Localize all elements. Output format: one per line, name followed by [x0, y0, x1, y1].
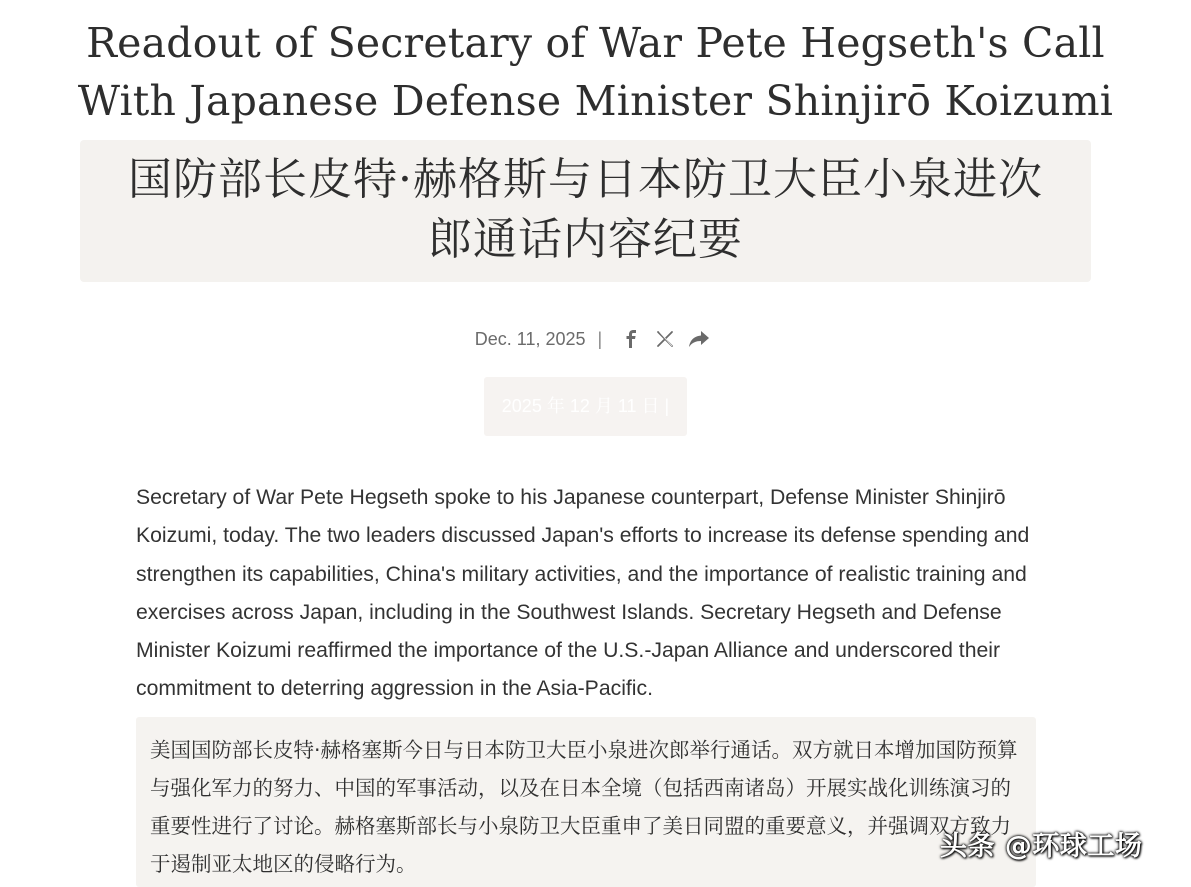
translated-date: 2025 年 12 月 11 日 |	[501, 396, 670, 416]
article-meta	[0, 322, 1191, 356]
publish-date: Dec. 11, 2025	[474, 329, 586, 349]
x-icon[interactable]	[648, 322, 682, 356]
translated-body: 美国国防部长皮特·赫格塞斯今日与日本防卫大臣小泉进次郎举行通话。双方就日本增加国防预算与强化军力的努力、中国的军事活动，以及在日本全境（包括西南诸岛）开展实战化训练演习的重要性进行了讨论。赫格塞斯部长与小泉防卫大臣重申了美日同盟的重要意义，并强调双方致力于遏制亚太地区的侵略行为。	[150, 738, 1018, 876]
translated-title: 国防部长皮特·赫格斯与日本防卫大臣小泉进次郎通话内容纪要	[128, 154, 1043, 265]
article-body: Secretary of War Pete Hegseth spoke to his Japanese counterpart, Defense Minister Shinjirō Koizumi, today. The two leaders discussed Japan's efforts to increase its defense spending and strengthen its capabilities, China's military activities, and the importance of realistic training and exercises across Japan, including in the Southwest Islands. Secretary Hegseth and Defense Minister Koizumi reaffirmed the importance of the U.S.-Japan Alliance and underscored their commitment to deterring aggression in the Asia-Pacific.	[136, 486, 1030, 701]
share-icon[interactable]	[682, 322, 716, 356]
facebook-icon[interactable]	[614, 322, 648, 356]
watermark: 头条 @环球工场	[940, 831, 1143, 862]
translated-title-box	[80, 140, 1091, 282]
translated-body-box	[136, 717, 1036, 887]
page-title: Readout of Secretary of War Pete Hegseth's Call With Japanese Defense Minister Shinjirō Koizumi	[77, 19, 1114, 125]
translated-date-box	[484, 377, 687, 436]
meta-separator: |	[597, 329, 603, 349]
